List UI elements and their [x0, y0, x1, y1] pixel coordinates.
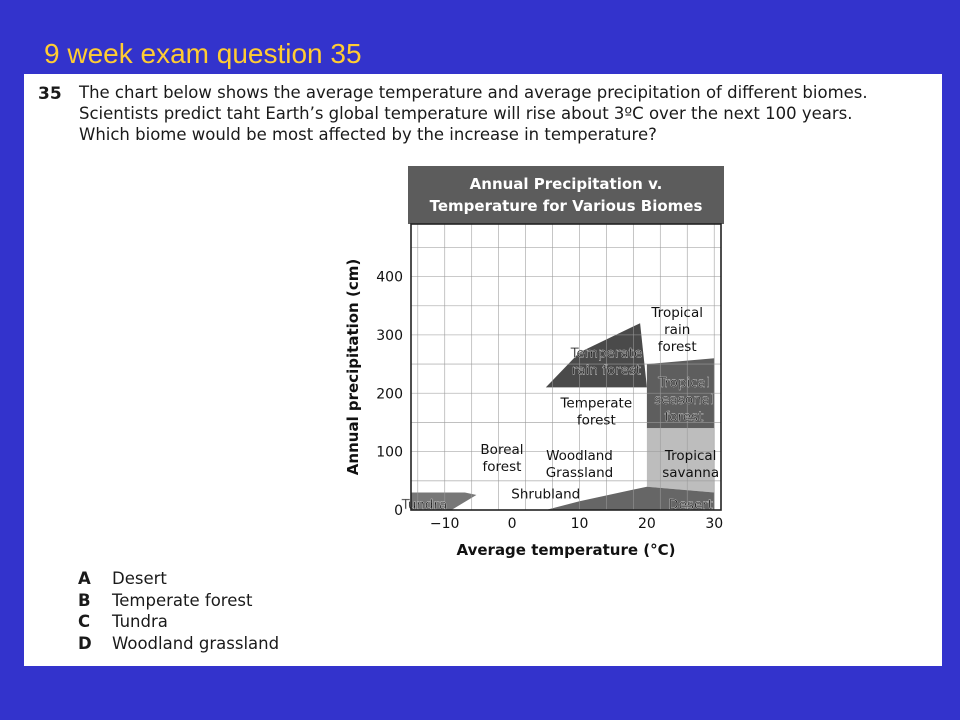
label-tropical-rain-forest: rain	[664, 322, 691, 339]
x-tick-label: 10	[570, 516, 589, 532]
answer-c[interactable]	[78, 611, 279, 633]
question-number: 35	[38, 84, 62, 104]
y-tick-label: 300	[376, 327, 403, 344]
label-tropical-rain-forest: Tropical	[651, 305, 703, 322]
label-temperate-forest: forest	[576, 412, 616, 429]
y-tick-label: 0	[394, 503, 403, 519]
label-tundra: Tundra	[401, 497, 448, 514]
x-tick-label: −10	[429, 516, 460, 532]
label-temperate-rain-forest: rain forest	[571, 362, 642, 379]
answer-letter: D	[78, 633, 92, 653]
answer-choices	[78, 568, 279, 654]
answer-b[interactable]	[78, 590, 279, 612]
label-temperate-forest: Temperate	[560, 395, 633, 412]
y-tick-label: 200	[376, 386, 403, 403]
question-line: Which biome would be most affected by the increase in temperature?	[79, 125, 657, 144]
chart-title-box	[408, 166, 724, 224]
label-tropical-rain-forest: forest	[657, 339, 697, 356]
answer-text: Desert	[112, 569, 167, 588]
y-tick-label: 400	[376, 269, 403, 286]
label-tropical-savanna: Tropical	[664, 447, 717, 464]
chart-title-line: Temperature for Various Biomes	[429, 197, 703, 215]
label-tropical-seasonal-forest: Tropical	[658, 375, 710, 392]
question-line: The chart below shows the average temperature and average precipitation of different biomes.	[79, 83, 868, 102]
answer-a[interactable]	[78, 568, 279, 590]
x-tick-label: 20	[637, 516, 656, 532]
slide-title: 9 week exam question 35	[44, 38, 362, 69]
label-desert: Desert	[668, 497, 714, 514]
label-shrubland: Shrubland	[511, 486, 581, 503]
x-tick-label: 30	[705, 516, 724, 532]
question-sheet	[24, 74, 942, 666]
chart-title-line: Annual Precipitation v.	[469, 175, 663, 193]
label-tropical-seasonal-forest: seasonal	[654, 392, 714, 409]
label-temperate-rain-forest: Temperate	[570, 345, 643, 362]
answer-letter: A	[78, 569, 91, 588]
answer-d[interactable]	[78, 633, 279, 655]
label-woodland-grassland: Woodland	[546, 447, 613, 464]
x-axis-label: Average temperature (°C)	[456, 541, 676, 559]
answer-text: Tundra	[112, 612, 168, 631]
x-tick-label: 0	[507, 516, 517, 532]
label-tropical-seasonal-forest: forest	[664, 409, 704, 426]
label-tropical-savanna: savanna	[662, 464, 720, 481]
y-tick-label: 100	[376, 444, 403, 461]
y-axis-label: Annual precipitation (cm)	[344, 258, 362, 476]
question-line: Scientists predict taht Earth’s global temperature will rise about 3ºC over the next 100 years.	[79, 104, 853, 123]
answer-text: Temperate forest	[112, 590, 253, 610]
answer-letter: C	[78, 612, 91, 631]
label-boreal-forest: forest	[482, 458, 522, 475]
answer-letter: B	[78, 590, 91, 610]
label-boreal-forest: Boreal	[480, 441, 524, 458]
label-woodland-grassland: Grassland	[545, 464, 614, 481]
answer-text: Woodland grassland	[112, 633, 280, 653]
